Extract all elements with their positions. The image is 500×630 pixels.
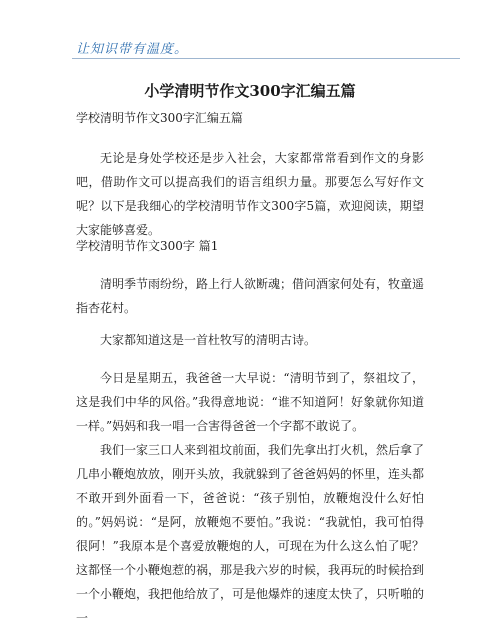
header-slogan: 让知识带有温度。 xyxy=(76,42,189,57)
paragraph-poem: 清明季节雨纷纷，路上行人欲断魂；借问酒家何处有，牧童遥指杏花村。 xyxy=(76,277,425,315)
document-title: 小学清明节作文300字汇编五篇 xyxy=(144,82,356,100)
paragraph-poem-note: 大家都知道这是一首杜牧写的清明古诗。 xyxy=(100,333,317,347)
intro-paragraph: 无论是身处学校还是步入社会，大家都常常看到作文的身影吧，借助作文可以提高我们的语言组织力量。那要怎么写好作文呢？以下是我细心的学校清明节作文300字5篇，欢迎阅读，期望大家能够喜爱。 xyxy=(76,151,424,237)
section-heading: 学校清明节作文300字 篇1 xyxy=(76,239,219,253)
paragraph-friday: 今日是星期五，我爸爸一大早说：“清明节到了，祭祖坟了，这是我们中华的风俗。”我得意地说：“谁不知道阿！好象就你知道一样。”妈妈和我一唱一合害得爸爸一个字都不敢说了。 xyxy=(76,371,424,433)
document-subtitle: 学校清明节作文300字汇编五篇 xyxy=(76,111,243,125)
header-divider xyxy=(72,58,460,59)
paragraph-grave: 我们一家三口人来到祖坟前面，我们先拿出打火机，然后拿了几串小鞭炮放放，刚开头放，我就躲到了爸爸妈妈的怀里，连头都不敢开到外面看一下，爸爸说：“孩子别怕，放鞭炮没什么好怕的。”妈妈说：“是阿，放鞭炮不要怕。”我说：“我就怕，我可怕得很阿！”我原本是个喜爱放鞭炮的人，可现在为什么这么怕了呢？这都怪一个小鞭炮惹的祸，那是我六岁的时候，我再玩的时候拾到一个小鞭炮，我把他给放了，可是他爆炸的速度太快了，只听啪的一 xyxy=(76,443,425,625)
